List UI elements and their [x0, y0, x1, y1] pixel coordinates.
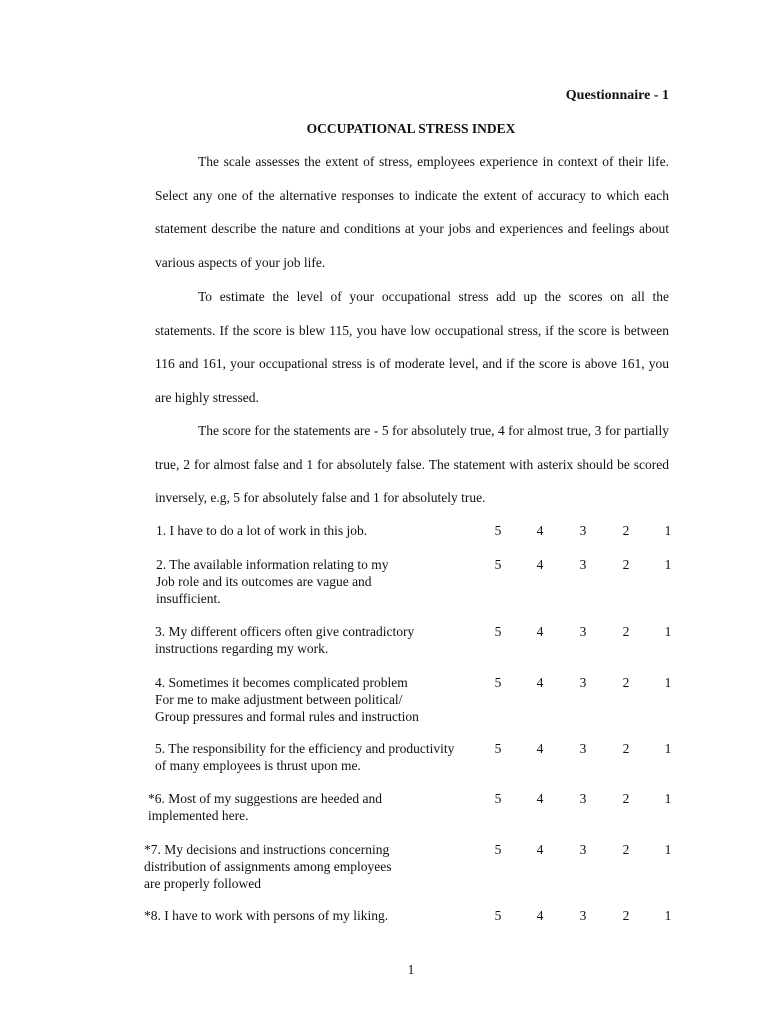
score-option-2[interactable]: 2 — [622, 791, 630, 806]
score-option-5[interactable]: 5 — [494, 523, 502, 538]
score-option-2[interactable]: 2 — [622, 675, 630, 690]
statement-text: *7. My decisions and instructions concerning distribution of assignments among employees are properly followed — [144, 842, 392, 891]
score-option-5[interactable]: 5 — [494, 908, 502, 923]
score-option-5[interactable]: 5 — [494, 675, 502, 690]
score-option-4[interactable]: 4 — [536, 741, 544, 756]
score-option-1[interactable]: 1 — [664, 791, 672, 806]
score-option-3[interactable]: 3 — [579, 908, 587, 923]
score-option-5[interactable]: 5 — [494, 842, 502, 857]
score-option-3[interactable]: 3 — [579, 624, 587, 639]
score-option-2[interactable]: 2 — [622, 557, 630, 572]
score-option-3[interactable]: 3 — [579, 791, 587, 806]
score-option-2[interactable]: 2 — [622, 624, 630, 639]
statement-text: *8. I have to work with persons of my liking. — [144, 908, 389, 923]
score-option-4[interactable]: 4 — [536, 908, 544, 923]
page-title: OCCUPATIONAL STRESS INDEX — [306, 121, 516, 136]
statement-text: 2. The available information relating to my Job role and its outcomes are vague and insufficient. — [156, 557, 389, 606]
score-option-2[interactable]: 2 — [622, 741, 630, 756]
scale-paragraph-text: The score for the statements are - 5 for absolutely true, 4 for almost true, 3 for partially true, 2 for almost false and 1 for absolutely false. The statement with asterix should be scored inversely, e.g, 5 for absolutely false and 1 for absolutely true. — [155, 423, 669, 506]
score-option-3[interactable]: 3 — [579, 741, 587, 756]
score-option-5[interactable]: 5 — [494, 791, 502, 806]
statement-text: 4. Sometimes it becomes complicated problem For me to make adjustment between political/ Group pressures and formal rules and instruction — [155, 675, 419, 724]
score-option-5[interactable]: 5 — [494, 741, 502, 756]
questionnaire-label: Questionnaire - 1 — [565, 88, 669, 103]
score-option-1[interactable]: 1 — [664, 908, 672, 923]
score-option-3[interactable]: 3 — [579, 675, 587, 690]
score-option-3[interactable]: 3 — [579, 523, 587, 538]
score-option-4[interactable]: 4 — [536, 791, 544, 806]
scoring-paragraph-text: To estimate the level of your occupational stress add up the scores on all the statements. If the score is blew 115, you have low occupational stress, if the score is between 116 and 161, your occupational stress is of moderate level, and if the score is above 161, you are highly stressed. — [155, 289, 669, 405]
score-option-2[interactable]: 2 — [622, 908, 630, 923]
score-option-5[interactable]: 5 — [494, 557, 502, 572]
score-option-1[interactable]: 1 — [664, 842, 672, 857]
score-option-1[interactable]: 1 — [664, 624, 672, 639]
score-option-1[interactable]: 1 — [664, 523, 672, 538]
score-option-4[interactable]: 4 — [536, 675, 544, 690]
score-option-4[interactable]: 4 — [536, 842, 544, 857]
score-option-1[interactable]: 1 — [664, 741, 672, 756]
statement-text: *6. Most of my suggestions are heeded and implemented here. — [148, 791, 382, 823]
intro-paragraph-text: The scale assesses the extent of stress, employees experience in context of their life. Select any one of the alternative responses to indicate the extent of accuracy to which each statement describe the nature and conditions at your jobs and experiences and feelings about various aspects of your job life. — [155, 154, 669, 270]
statement-text: 5. The responsibility for the efficiency and productivity of many employees is thrust upon me. — [155, 741, 455, 773]
statement-text: 1. I have to do a lot of work in this job. — [156, 523, 368, 538]
score-option-1[interactable]: 1 — [664, 557, 672, 572]
score-option-3[interactable]: 3 — [579, 557, 587, 572]
score-option-1[interactable]: 1 — [664, 675, 672, 690]
score-option-4[interactable]: 4 — [536, 557, 544, 572]
score-option-2[interactable]: 2 — [622, 842, 630, 857]
score-option-4[interactable]: 4 — [536, 624, 544, 639]
score-option-5[interactable]: 5 — [494, 624, 502, 639]
score-option-3[interactable]: 3 — [579, 842, 587, 857]
page-number: 1 — [407, 962, 415, 977]
score-option-4[interactable]: 4 — [536, 523, 544, 538]
statement-text: 3. My different officers often give contradictory instructions regarding my work. — [155, 624, 415, 656]
score-option-2[interactable]: 2 — [622, 523, 630, 538]
